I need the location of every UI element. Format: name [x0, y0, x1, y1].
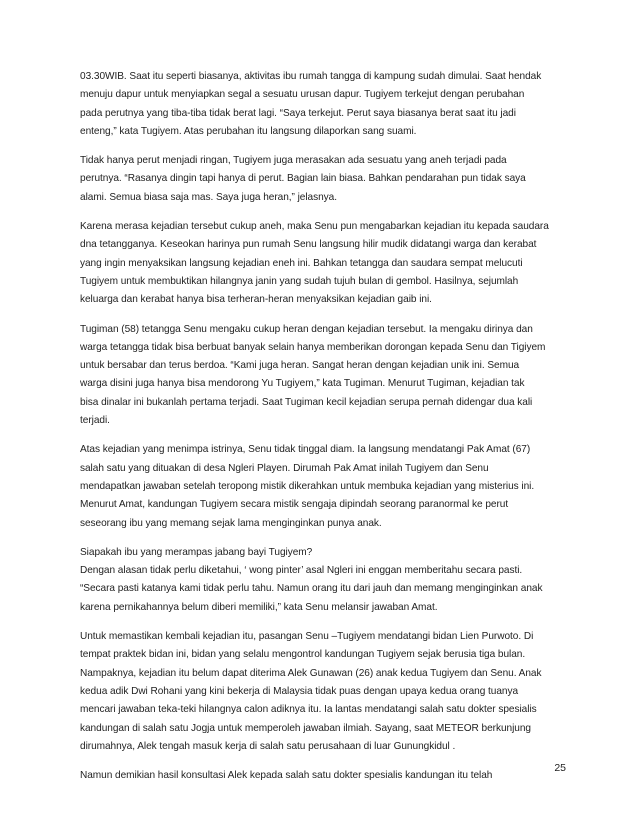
page-body — [80, 68, 570, 796]
text-line: Tugiyem untuk membuktikan hilangnya janin yang sudah tujuh bulan di gembol. Hasilnya, sejumlah — [80, 275, 519, 287]
paragraph-7 — [80, 628, 570, 756]
text-line: seseorang ibu yang memang sejak lama menginginkan punya anak. — [80, 517, 382, 529]
text-line: Tidak hanya perut menjadi ringan, Tugiyem juga merasakan ada sesuatu yang aneh terjadi pada — [80, 155, 507, 167]
text-line: warga disini juga hanya bisa mendorong Yu Tugiyem,” kata Tugiman. Menurut Tugiman, kejadian tak — [80, 378, 525, 390]
text-line: Namun demikian hasil konsultasi Alek kepada salah satu dokter spesialis kandungan itu telah — [80, 770, 493, 782]
text-line: Nampaknya, kejadian itu belum dapat diterima Alek Gunawan (26) anak kedua Tugiyem dan Senu. Anak — [80, 667, 542, 679]
text-line: keluarga dan kerabat hanya bisa terheran-heran menyaksikan kejadian gaib ini. — [80, 294, 432, 306]
text-line: kedua adik Dwi Rohani yang kini bekerja di Malaysia tidak puas dengan upaya kedua orang tuanya — [80, 685, 519, 697]
text-line: “Secara pasti katanya kami tidak perlu tahu. Namun orang itu dari jauh dan memang menginginkan anak — [80, 583, 543, 595]
text-line: salah satu yang dituakan di desa Ngleri Playen. Dirumah Pak Amat inilah Tugiyem dan Senu — [80, 462, 489, 474]
page-number: 25 — [554, 762, 566, 774]
paragraph-3 — [80, 218, 570, 309]
text-line: mencari jawaban teka-teki hilangnya calon adiknya itu. Ia lantas mendatangi salah satu dokter spesialis — [80, 704, 537, 716]
text-line: perutnya. “Rasanya dingin tapi hanya di perut. Bagian lain biasa. Bahkan pendarahan pun tidak saya — [80, 173, 526, 185]
paragraph-6 — [80, 544, 570, 617]
text-line: kandungan di salah satu Jogja untuk memperoleh jawaban ilmiah. Sayang, saat METEOR berkunjung — [80, 722, 531, 734]
text-line: Karena merasa kejadian tersebut cukup aneh, maka Senu pun mengabarkan kejadian itu kepada saudara — [80, 221, 549, 233]
text-line: Atas kejadian yang menimpa istrinya, Senu tidak tinggal diam. Ia langsung mendatangi Pak Amat (67) — [80, 444, 531, 456]
text-line: Untuk memastikan kembali kejadian itu, pasangan Senu –Tugiyem mendatangi bidan Lien Purwoto. Di — [80, 631, 534, 643]
text-line: terjadi. — [80, 415, 110, 427]
text-line: yang ingin menyaksikan langsung kejadian eneh ini. Bahkan tetangga dan saudara sempat melucuti — [80, 257, 523, 269]
paragraph-5 — [80, 441, 570, 532]
text-line: Menurut Amat, kandungan Tugiyem secara mistik sengaja dipindah seorang paranormal ke perut — [80, 499, 509, 511]
text-line: mendapatkan jawaban setelah teropong mistik dikerahkan untuk membuka kejadian yang misterius ini. — [80, 480, 535, 492]
text-line: karena pernikahannya belum diberi memiliki,” kata Senu melansir jawaban Amat. — [80, 601, 438, 613]
paragraph-1 — [80, 68, 570, 141]
text-line: Siapakah ibu yang merampas jabang bayi Tugiyem? — [80, 546, 313, 558]
paragraph-4 — [80, 321, 570, 431]
text-line: pada perutnya yang tiba-tiba tidak berat lagi. “Saya terkejut. Perut saya biasanya berat saat itu jadi — [80, 107, 516, 119]
text-line: Dengan alasan tidak perlu diketahui, ‘ wong pinter’ asal Ngleri ini enggan memberitahu secara pasti. — [80, 565, 523, 577]
text-line: enteng,” kata Tugiyem. Atas perubahan itu langsung dilaporkan sang suami. — [80, 125, 417, 137]
paragraph-8 — [80, 767, 570, 785]
paragraph-2 — [80, 152, 570, 207]
text-line: 03.30WIB. Saat itu seperti biasanya, aktivitas ibu rumah tangga di kampung sudah dimulai. Saat hendak — [80, 71, 542, 82]
text-line: alami. Semua biasa saja mas. Saya juga heran,” jelasnya. — [80, 191, 337, 203]
text-line: bisa dinalar ini bukanlah pertama terjadi. Saat Tugiman kecil kejadian serupa pernah didengar dua kali — [80, 396, 533, 408]
text-line: tempat praktek bidan ini, bidan yang selalu mengontrol kandungan Tugiyem sejak berusia tiga bulan. — [80, 649, 526, 661]
text-line: warga tetangga tidak bisa berbuat banyak selain hanya memberikan dorongan kepada Senu dan Tigiyem — [80, 341, 546, 353]
text-line: dna tetangganya. Keseokan harinya pun rumah Senu langsung hilir mudik didatangi warga dan kerabat — [80, 239, 537, 251]
text-line: dirumahnya, Alek tengah masuk kerja di salah satu perusahaan di luar Gunungkidul . — [80, 740, 456, 752]
text-line: untuk bersabar dan terus berdoa. “Kami juga heran. Sangat heran dengan kejadian unik ini. Semua — [80, 360, 520, 372]
text-line: menuju dapur untuk menyiapkan segal a sesuatu urusan dapur. Tugiyem terkejut dengan perubahan — [80, 89, 525, 101]
text-line: Tugiman (58) tetangga Senu mengaku cukup heran dengan kejadian tersebut. Ia mengaku dirinya dan — [80, 323, 533, 335]
